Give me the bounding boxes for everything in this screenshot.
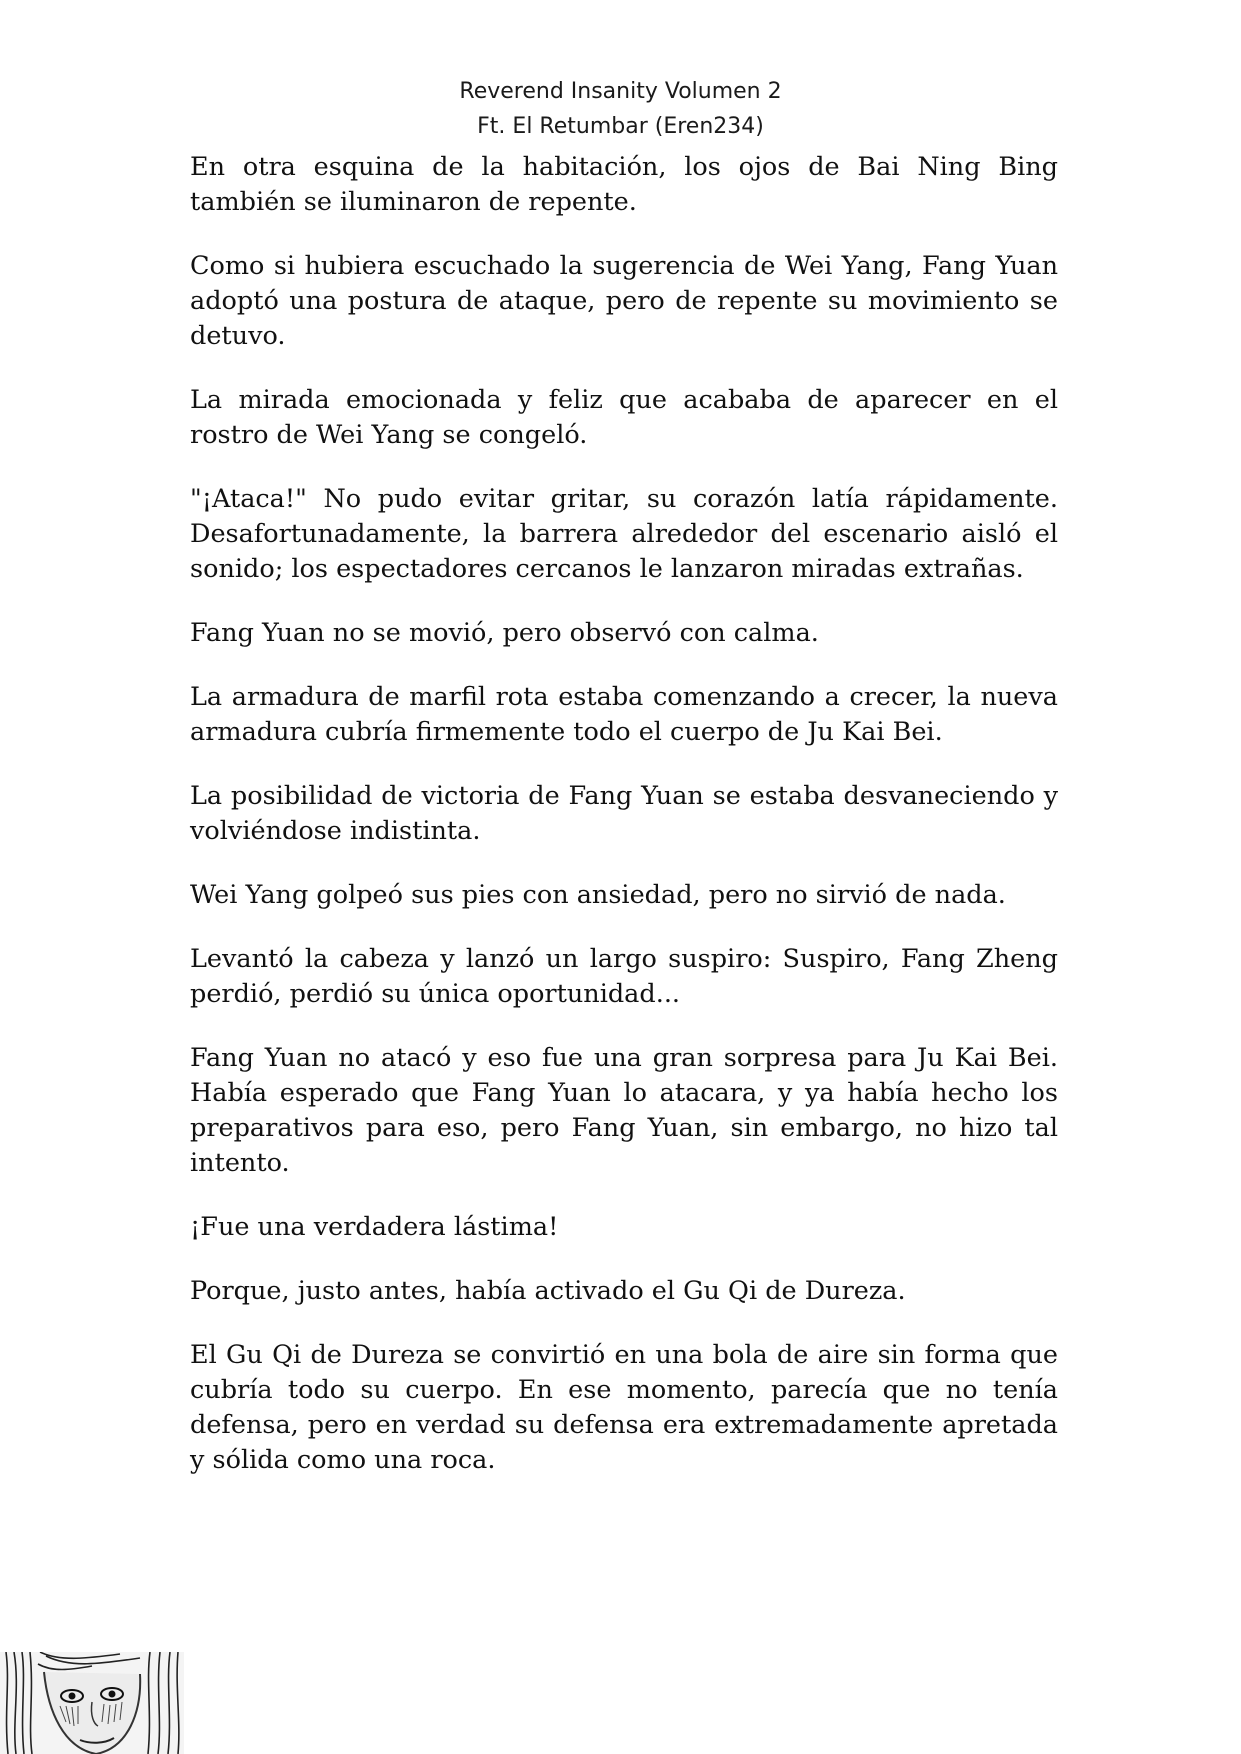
paragraph: Porque, justo antes, había activado el Gu Qi de Dureza. — [190, 1276, 906, 1306]
chapter-text — [190, 150, 1058, 1507]
paragraph: Fang Yuan no atacó y eso fue una gran sorpresa para Ju Kai Bei. Había esperado que Fang Yuan lo atacara, y ya había hecho los preparativos para eso, pero Fang Yuan, sin embargo, no hizo tal intento. — [190, 1043, 1058, 1178]
paragraph: La mirada emocionada y feliz que acababa de aparecer en el rostro de Wei Yang se congeló. — [190, 385, 1058, 450]
paragraph: ¡Fue una verdadera lástima! — [190, 1212, 559, 1242]
paragraph: La armadura de marfil rota estaba comenzando a crecer, la nueva armadura cubría firmemente todo el cuerpo de Ju Kai Bei. — [190, 682, 1058, 747]
page-header — [0, 74, 1241, 144]
paragraph: "¡Ataca!" No pudo evitar gritar, su corazón latía rápidamente. Desafortunadamente, la barrera alrededor del escenario aisló el sonido; los espectadores cercanos le lanzaron miradas extrañas. — [190, 484, 1058, 584]
paragraph: La posibilidad de victoria de Fang Yuan se estaba desvaneciendo y volviéndose indistinta. — [190, 781, 1058, 846]
paragraph: Como si hubiera escuchado la sugerencia de Wei Yang, Fang Yuan adoptó una postura de ataque, pero de repente su movimiento se detuvo. — [190, 251, 1058, 351]
header-title: Reverend Insanity Volumen 2 — [459, 79, 782, 104]
paragraph: Levantó la cabeza y lanzó un largo suspiro: Suspiro, Fang Zheng perdió, perdió su única oportunidad... — [190, 944, 1058, 1009]
paragraph: Fang Yuan no se movió, pero observó con calma. — [190, 618, 819, 648]
character-portrait-icon — [0, 1652, 184, 1754]
paragraph: El Gu Qi de Dureza se convirtió en una bola de aire sin forma que cubría todo su cuerpo. En ese momento, parecía que no tenía defensa, pero en verdad su defensa era extremadamente apretada y sólida como una roca. — [190, 1340, 1058, 1475]
header-credit: Ft. El Retumbar (Eren234) — [477, 114, 764, 139]
paragraph: En otra esquina de la habitación, los ojos de Bai Ning Bing también se iluminaron de repente. — [190, 152, 1058, 217]
paragraph: Wei Yang golpeó sus pies con ansiedad, pero no sirvió de nada. — [190, 880, 1006, 910]
